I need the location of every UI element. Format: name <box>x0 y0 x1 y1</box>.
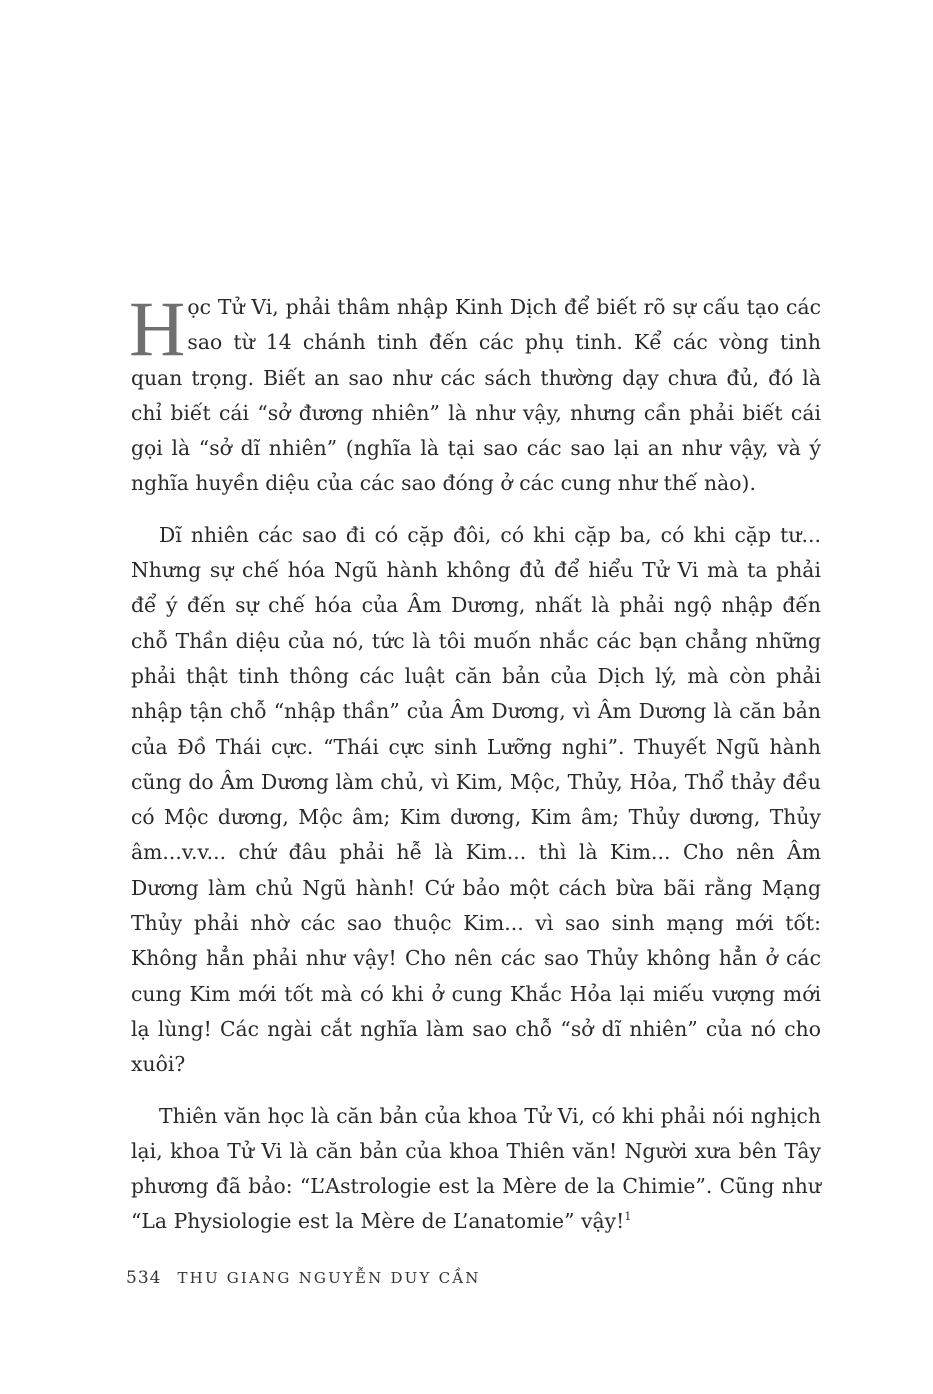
paragraph-3 <box>131 1099 821 1240</box>
page-number: 534 <box>126 1268 162 1288</box>
author-name: THU GIANG NGUYỄN DUY CẦN <box>177 1269 481 1287</box>
paragraph-3-text: Thiên văn học là căn bản của khoa Tử Vi, có khi phải nói nghịch lại, khoa Tử Vi là căn bản của khoa Thiên văn! Người xưa bên Tây phương đã bảo: “L’Astrologie est la Mère de la Chimie”. Cũng như “La Physiologie est la Mère de L’anatomie” vậy! <box>131 1103 821 1234</box>
body-text <box>129 285 821 1256</box>
running-footer <box>126 1268 481 1288</box>
footnote-marker[interactable]: 1 <box>624 1210 632 1224</box>
drop-cap: H <box>129 285 186 372</box>
paragraph-2-text: Dĩ nhiên các sao đi có cặp đôi, có khi cặp ba, có khi cặp tư... Nhưng sự chế hóa Ngũ hành không đủ để hiểu Tử Vi mà ta phải để ý đến sự chế hóa của Âm Dương, nhất là phải ngộ nhập đến chỗ Thần diệu của nó, tức là tôi muốn nhắc các bạn chẳng những phải thật tinh thông các luật căn bản của Dịch lý, mà còn phải nhập tận chỗ “nhập thần” của Âm Dương, vì Âm Dương là căn bản của Đồ Thái cực. “Thái cực sinh Lưỡng nghi”. Thuyết Ngũ hành cũng do Âm Dương làm chủ, vì Kim, Mộc, Thủy, Hỏa, Thổ thảy đều có Mộc dương, Mộc âm; Kim dương, Kim âm; Thủy dương, Thủy âm...v.v... chứ đâu phải hễ là Kim... thì là Kim... Cho nên Âm Dương làm chủ Ngũ hành! Cứ bảo một cách bừa bãi rằng Mạng Thủy phải nhờ các sao thuộc Kim... vì sao sinh mạng mới tốt: Không hẳn phải như vậy! Cho nên các sao Thủy không hẳn ở các cung Kim mới tốt mà có khi ở cung Khắc Hỏa lại miếu vượng mới lạ lùng! Các ngài cắt nghĩa làm sao chỗ “sở dĩ nhiên” của nó cho xuôi? <box>131 522 821 1077</box>
paragraph-1 <box>129 285 821 502</box>
paragraph-2 <box>131 518 821 1083</box>
paragraph-1-text: ọc Tử Vi, phải thâm nhập Kinh Dịch để biết rõ sự cấu tạo các sao từ 14 chánh tinh đến các phụ tinh. Kể các vòng tinh quan trọng. Biết an sao như các sách thường dạy chưa đủ, đó là chỉ biết cái “sở đương nhiên” là như vậy, nhưng cần phải biết cái gọi là “sở dĩ nhiên” (nghĩa là tại sao các sao lại an như vậy, và ý nghĩa huyền diệu của các sao đóng ở các cung như thế nào). <box>131 295 821 496</box>
